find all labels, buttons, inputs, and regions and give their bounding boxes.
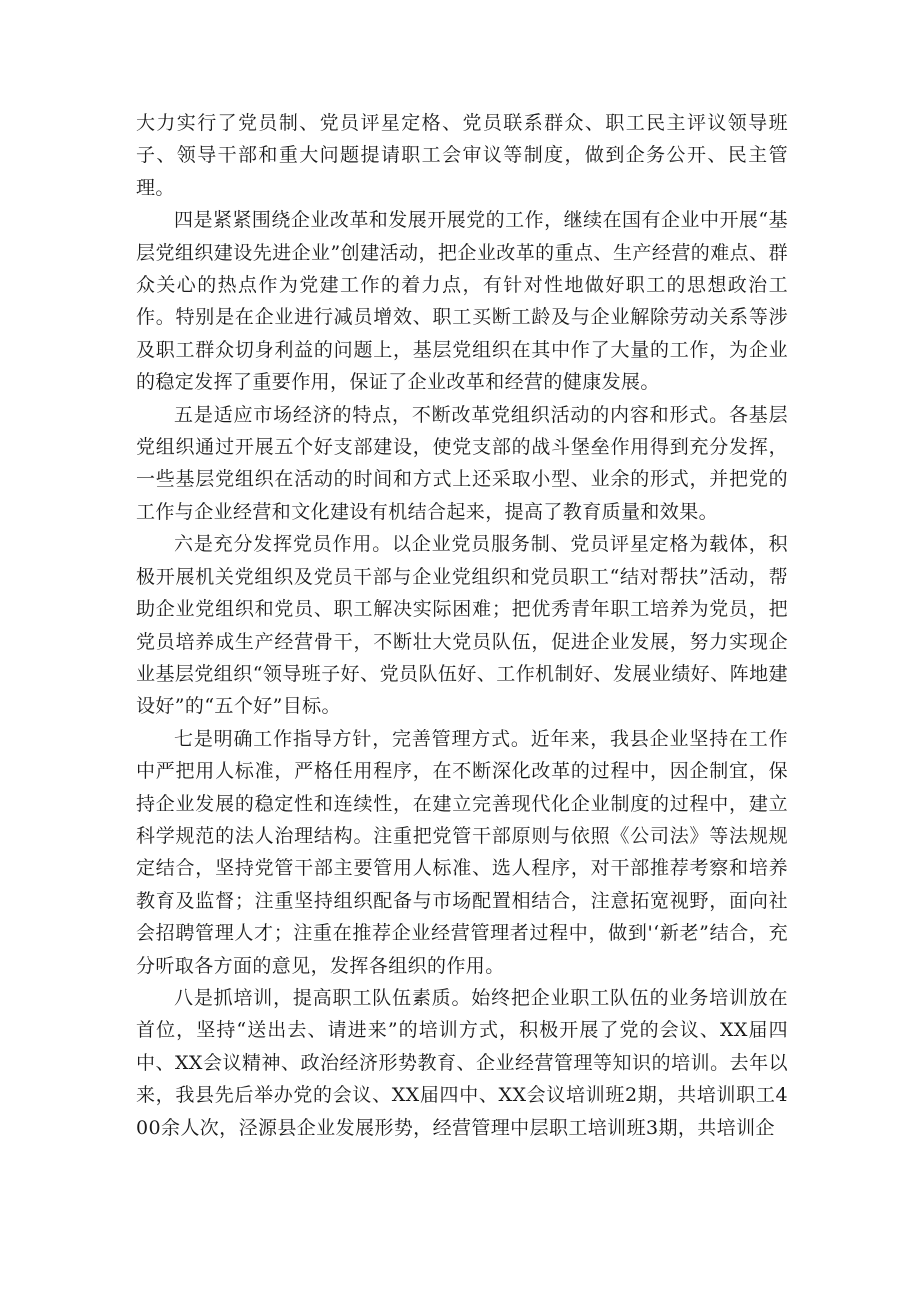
document-body	[136, 107, 788, 1144]
paragraph-1: 大力实行了党员制、党员评星定格、党员联系群众、职工民主评议领导班子、领导干部和重大问题提请职工会审议等制度，做到企务公开、民主管理。	[136, 112, 788, 199]
paragraph-2: 四是紧紧围绕企业改革和发展开展党的工作，继续在国有企业中开展“基层党组织建设先进企业”创建活动，把企业改革的重点、生产经营的难点、群众关心的热点作为党建工作的着力点，有针对性地做好职工的思想政治工作。特别是在企业进行减员增效、职工买断工龄及与企业解除劳动关系等涉及职工群众切身利益的问题上，基层党组织在其中作了大量的工作，为企业的稳定发挥了重要作用，保证了企业改革和经营的健康发展。	[136, 209, 788, 394]
paragraph-3: 五是适应市场经济的特点，不断改革党组织活动的内容和形式。各基层党组织通过开展五个好支部建设，使党支部的战斗堡垒作用得到充分发挥，一些基层党组织在活动的时间和方式上还采取小型、业余的形式，并把党的工作与企业经营和文化建设有机结合起来，提高了教育质量和效果。	[136, 403, 788, 523]
paragraph-6: 八是抓培训，提高职工队伍素质。始终把企业职工队伍的业务培训放在首位，坚持“送出去、请进来”的培训方式，积极开展了党的会议、XX届四中、XX会议精神、政治经济形势教育、企业经营管理等知识的培训。去年以来，我县先后举办党的会议、XX届四中、XX会议培训班2期，共培训职工400余人次，泾源县企业发展形势，经营管理中层职工培训班3期，共培训企	[136, 986, 788, 1139]
paragraph-5: 七是明确工作指导方针，完善管理方式。近年来，我县企业坚持在工作中严把用人标准，严格任用程序，在不断深化改革的过程中，因企制宜，保持企业发展的稳定性和连续性，在建立完善现代化企业制度的过程中，建立科学规范的法人治理结构。注重把党管干部原则与依照《公司法》等法规规定结合，坚持党管干部主要管用人标准、选人程序，对干部推荐考察和培养教育及监督；注重坚持组织配备与市场配置相结合，注意拓宽视野，面向社会招聘管理人才；注重在推荐企业经营管理者过程中，做到'‘新老”结合，充分听取各方面的意见，发挥各组织的作用。	[136, 727, 788, 977]
paragraph-4: 六是充分发挥党员作用。以企业党员服务制、党员评星定格为载体，积极开展机关党组织及党员干部与企业党组织和党员职工“结对帮扶”活动，帮助企业党组织和党员、职工解决实际困难；把优秀青年职工培养为党员，把党员培养成生产经营骨干，不断壮大党员队伍，促进企业发展，努力实现企业基层党组织“领导班子好、党员队伍好、工作机制好、发展业绩好、阵地建设好”的“五个好”目标。	[136, 533, 788, 718]
